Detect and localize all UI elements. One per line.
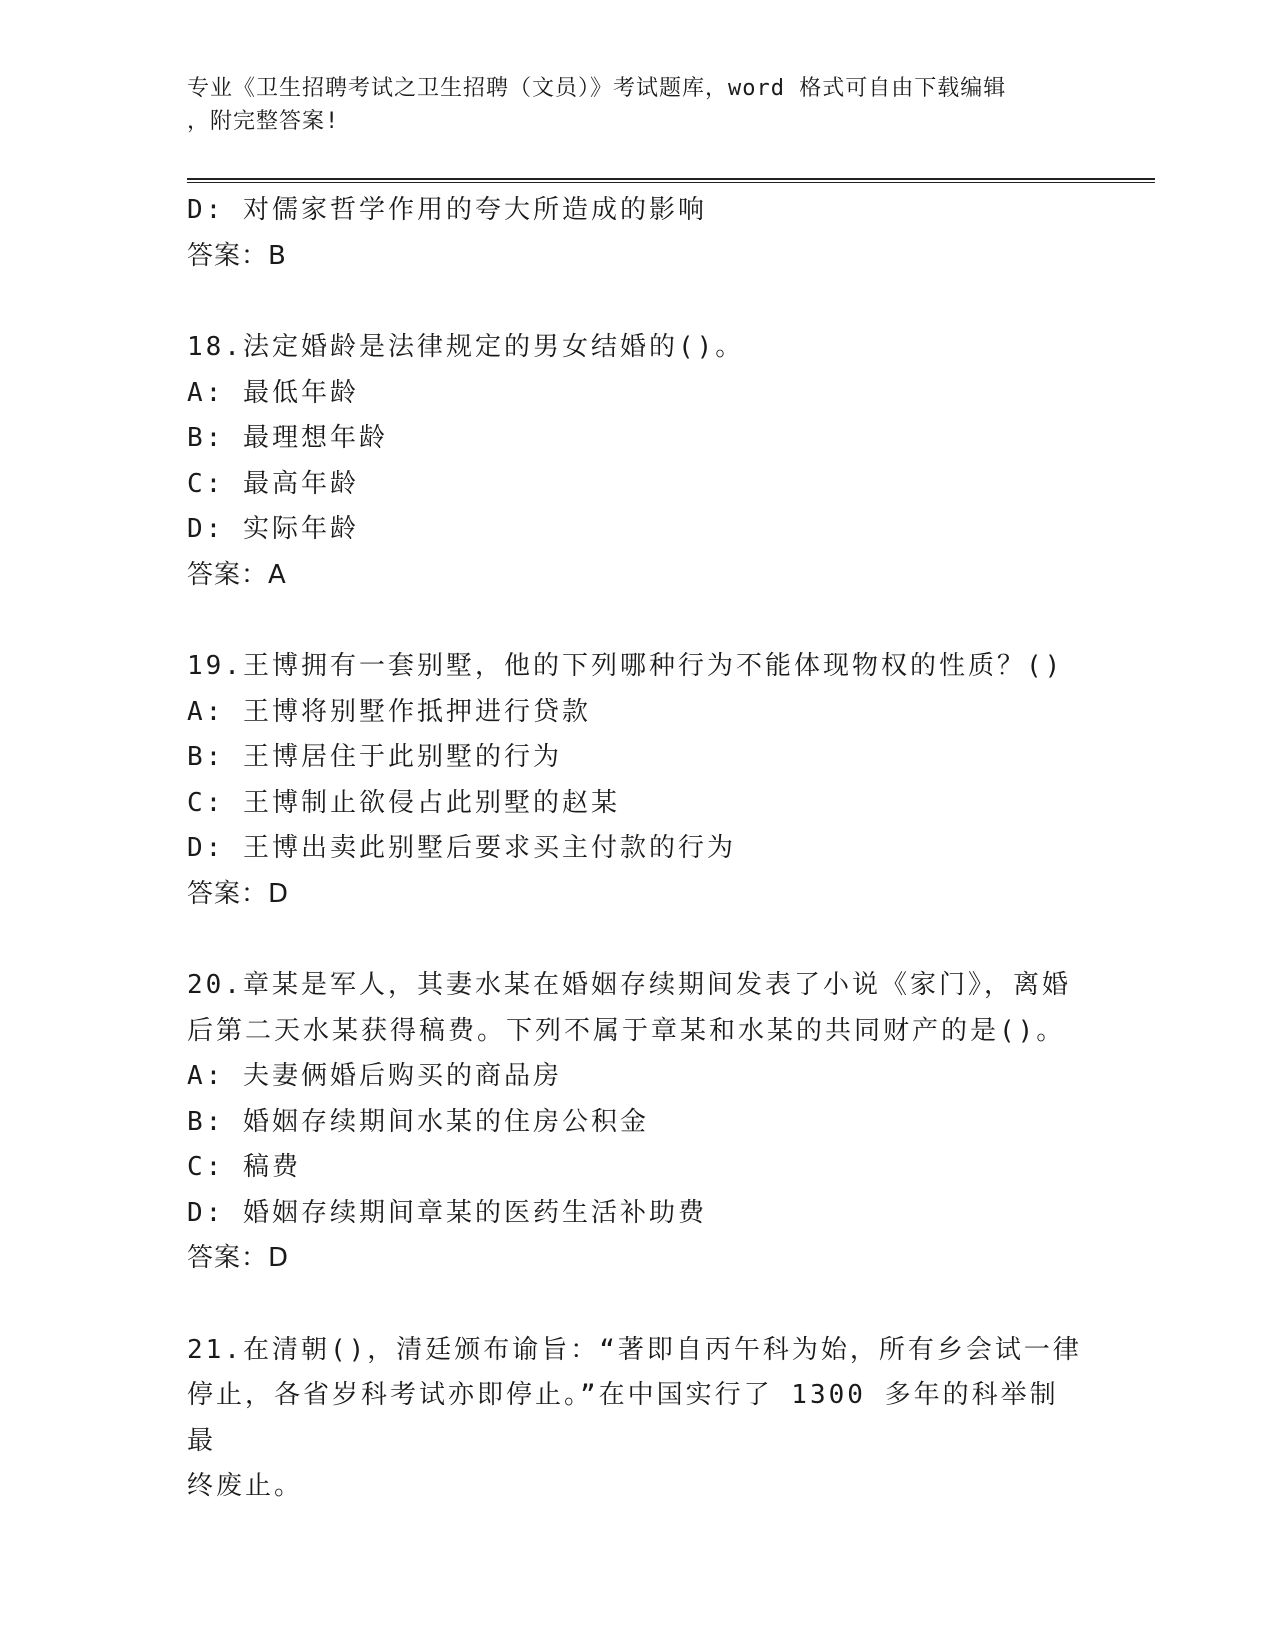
option-a: A: 最低年龄 [187, 377, 359, 408]
option-a: A: 夫妻俩婚后购买的商品房 [187, 1061, 562, 1091]
option-b: B: 王博居住于此别墅的行为 [187, 742, 562, 772]
question-stem-line-1: 21.在清朝()，清廷颁布谕旨：“著即自丙午科为始，所有乡会试一律 [187, 1334, 1082, 1365]
option-c: C: 最高年龄 [187, 468, 359, 499]
question-list [187, 188, 1087, 1510]
option-d: D: 实际年龄 [187, 514, 359, 544]
option-d: D: 对儒家哲学作用的夸大所造成的影响 [187, 195, 707, 225]
option-d: D: 王博出卖此别墅后要求买主付款的行为 [187, 833, 736, 863]
option-c: C: 王博制止欲侵占此别墅的赵某 [187, 787, 620, 818]
question-stem: 18.法定婚龄是法律规定的男女结婚的()。 [187, 332, 745, 362]
question-stem-line-2: 后第二天水某获得稿费。下列不属于章某和水某的共同财产的是()。 [187, 1015, 1066, 1046]
question-block-20 [187, 963, 1087, 1282]
question-stem-line-2: 停止，各省岁科考试亦即停止。”在中国实行了 1300 多年的科举制最 [187, 1380, 1059, 1456]
answer-line: 答案：A [187, 559, 287, 590]
question-block-19 [187, 644, 1087, 917]
header-divider [187, 178, 1155, 183]
option-b: B: 最理想年龄 [187, 423, 388, 453]
header-line-1: 专业《卫生招聘考试之卫生招聘（文员）》考试题库，word 格式可自由下载编辑 [187, 76, 1007, 101]
option-b: B: 婚姻存续期间水某的住房公积金 [187, 1106, 649, 1137]
answer-line: 答案：D [187, 878, 290, 909]
answer-line: 答案：B [187, 240, 287, 271]
question-block-17-tail [187, 188, 1087, 279]
question-stem: 19.王博拥有一套别墅，他的下列哪种行为不能体现物权的性质？() [187, 651, 1064, 681]
question-block-18 [187, 325, 1087, 598]
question-stem-line-3: 终废止。 [187, 1471, 304, 1501]
option-c: C: 稿费 [187, 1152, 301, 1182]
document-header [187, 72, 1067, 138]
question-block-21 [187, 1328, 1087, 1510]
option-d: D: 婚姻存续期间章某的医药生活补助费 [187, 1197, 707, 1228]
header-line-2: ，附完整答案! [187, 109, 340, 134]
answer-line: 答案：D [187, 1243, 290, 1273]
option-a: A: 王博将别墅作抵押进行贷款 [187, 696, 591, 727]
question-stem-line-1: 20.章某是军人，其妻水某在婚姻存续期间发表了小说《家门》，离婚 [187, 970, 1071, 1000]
